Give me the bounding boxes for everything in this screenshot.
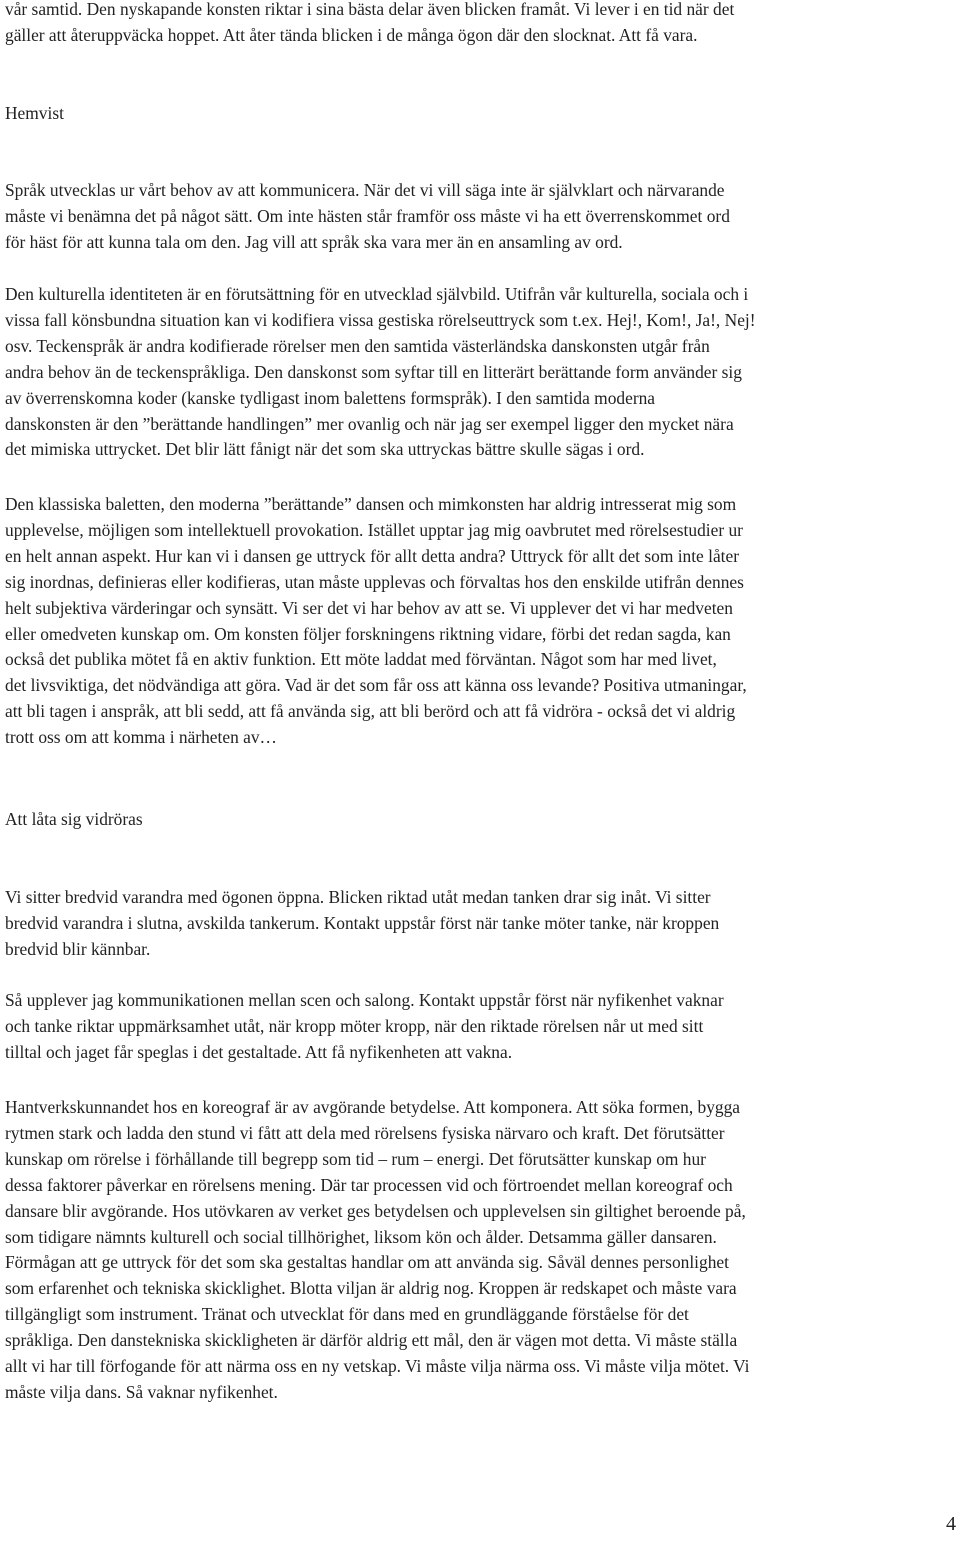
text-line: allt vi har till förfogande för att närma oss en ny vetskap. Vi måste vilja närma oss. Vi måste vilja mötet. Vi bbox=[5, 1356, 750, 1377]
text-line: som erfarenhet och tekniska skicklighet. Blotta viljan är aldrig nog. Kroppen är redskapet och måste vara bbox=[5, 1278, 737, 1299]
text-line: Hantverkskunnandet hos en koreograf är av avgörande betydelse. Att komponera. Att söka formen, bygga bbox=[5, 1097, 741, 1117]
text-line: rytmen stark och ladda den stund vi fått att dela med rörelsens fysiska närvaro och kraft. Det förutsätter bbox=[5, 1122, 725, 1143]
text-line: vår samtid. Den nyskapande konsten riktar i sina bästa delar även blicken framåt. Vi lever i en tid när det bbox=[5, 0, 735, 19]
text-line: också det publika mötet få en aktiv funktion. Ett möte laddat med förväntan. Något som har med livet, bbox=[5, 649, 717, 670]
text-line: måste vi benämna det på något sätt. Om inte hästen står framför oss måste vi ha ett överrenskommet ord bbox=[5, 205, 730, 226]
text-line: danskonsten är den ”berättande handlingen” mer ovanlig och när jag ser exempel ligger den mycket nära bbox=[5, 413, 734, 434]
page-number: 4 bbox=[946, 1513, 956, 1535]
text-line: eller omedveten kunskap om. Om konsten följer forskningens riktning vidare, förbi det redan sagda, kan bbox=[5, 623, 731, 644]
text-line: Vi sitter bredvid varandra med ögonen öppna. Blicken riktad utåt medan tanken drar sig inåt. Vi sitter bbox=[5, 887, 711, 907]
paragraph bbox=[5, 492, 958, 751]
text-line: som tidigare nämnts kulturell och social tillhörighet, liksom kön och ålder. Detsamma gäller dansaren. bbox=[5, 1226, 717, 1247]
text-line: tillgängligt som instrument. Tränat och utvecklat för dans med en grundläggande förståelse för det bbox=[5, 1304, 689, 1325]
text-line: Förmågan att ge uttryck för det som ska gestaltas handlar om att använda sig. Såväl dennes personlighet bbox=[5, 1252, 729, 1273]
text-line: en helt annan aspekt. Hur kan vi i dansen ge uttryck för allt detta andra? Uttryck för allt det som inte låter bbox=[5, 545, 740, 566]
paragraph bbox=[5, 885, 958, 963]
text-line: upplevelse, möjligen som intellektuell provokation. Istället upptar jag mig oavbrutet med rörelsestudier ur bbox=[5, 519, 743, 540]
text-line: helt subjektiva värderingar och synsätt. Vi ser det vi har behov av att se. Vi upplever det vi har medveten bbox=[5, 597, 733, 618]
text-line: kunskap om rörelse i förhållande till begrepp som tid – rum – energi. Det förutsätter kunskap om hur bbox=[5, 1148, 706, 1169]
text-line: bredvid varandra i slutna, avskilda tankerum. Kontakt uppstår först när tanke möter tanke, när kroppen bbox=[5, 912, 720, 933]
text-line: Den klassiska baletten, den moderna ”berättande” dansen och mimkonsten har aldrig intresserat mig som bbox=[5, 494, 737, 514]
section-heading-hemvist: Hemvist bbox=[5, 103, 64, 123]
text-line: för häst för att kunna tala om den. Jag vill att språk ska vara mer än en ansamling av ord. bbox=[5, 231, 623, 252]
text-line: dessa faktorer påverkar en rörelsens mening. Där tar processen vid och förtroendet mellan koreograf och bbox=[5, 1174, 733, 1195]
text-line: tilltal och jaget får speglas i det gestaltade. Att få nyfikenheten att vakna. bbox=[5, 1041, 513, 1062]
text-line: gäller att återuppväcka hoppet. Att åter tända blicken i de många ögon där den slocknat. Att få vara. bbox=[5, 24, 698, 45]
text-line: måste vilja dans. Så vaknar nyfikenhet. bbox=[5, 1381, 278, 1402]
text-line: vissa fall könsbundna situation kan vi kodifiera vissa gestiska rörelseuttryck som t.ex. Hej!, Kom!, Ja!, Nej! bbox=[5, 309, 756, 330]
text-line: och tanke riktar uppmärksamhet utåt, när kropp möter kropp, när den riktade rörelsen når ut med sitt bbox=[5, 1015, 704, 1036]
text-line: dansare blir avgörande. Hos utövkaren av verket ges betydelsen och upplevelsen sin giltighet beroende på, bbox=[5, 1200, 746, 1221]
text-line: Så upplever jag kommunikationen mellan scen och salong. Kontakt uppstår först när nyfikenhet vaknar bbox=[5, 990, 724, 1010]
paragraph bbox=[5, 988, 958, 1066]
paragraph bbox=[5, 178, 958, 256]
paragraph bbox=[5, 282, 958, 463]
text-line: språkliga. Den danstekniska skickligheten är därför aldrig ett mål, den är vägen mot detta. Vi måste ställa bbox=[5, 1330, 738, 1351]
text-line: bredvid blir kännbar. bbox=[5, 938, 151, 959]
text-line: osv. Teckenspråk är andra kodifierade rörelser men den samtida västerländska danskonsten utgår från bbox=[5, 335, 710, 356]
text-line: Den kulturella identiteten är en förutsättning för en utvecklad självbild. Utifrån vår kulturella, sociala och i bbox=[5, 284, 749, 304]
section-heading-vidroras: Att låta sig vidröras bbox=[5, 809, 143, 829]
text-line: Språk utvecklas ur vårt behov av att kommunicera. När det vi vill säga inte är självklart och närvarande bbox=[5, 180, 725, 200]
text-line: trott oss om att komma i närheten av… bbox=[5, 727, 277, 748]
intro-paragraph bbox=[5, 0, 958, 49]
text-line: det livsviktiga, det nödvändiga att göra. Vad är det som får oss att känna oss levande? Positiva utmaningar, bbox=[5, 675, 747, 696]
paragraph bbox=[5, 1095, 958, 1406]
text-line: andra behov än de teckenspråkliga. Den danskonst som syftar till en litterärt berättande form använder sig bbox=[5, 361, 742, 382]
text-line: att bli tagen i anspråk, att bli sedd, att få använda sig, att bli berörd och att få vidröra - också det vi aldrig bbox=[5, 701, 736, 722]
text-line: sig inordnas, definieras eller kodifieras, utan måste upplevas och förvaltas hos den enskilde utifrån dennes bbox=[5, 571, 744, 592]
text-line: det mimiska uttrycket. Det blir lätt fånigt när det som ska uttryckas bättre skulle sägas i ord. bbox=[5, 439, 645, 460]
text-line: av överrenskomna koder (kanske tydligast inom balettens formspråk). I den samtida moderna bbox=[5, 387, 656, 408]
